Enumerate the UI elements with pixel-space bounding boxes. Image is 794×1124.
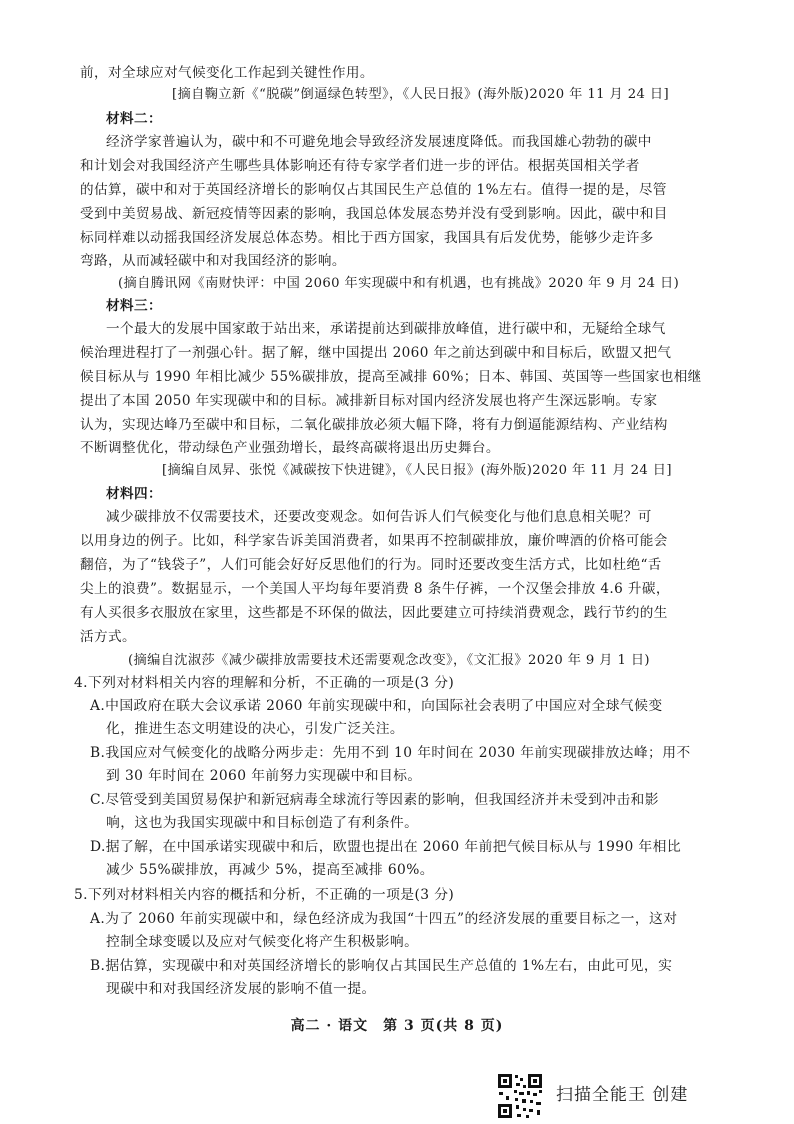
source-citation: (摘编自沈淑莎《减少碳排放需要技术还需要观念改变》，《文汇报》2020 年 9 月 1 日) [128,653,650,668]
text-line: 和计划会对我国经济产生哪些具体影响还有待专家学者们进一步的评估。根据英国相关学者 [80,158,640,174]
text-line: 前，对全球应对气候变化工作起到关键性作用。 [80,65,374,81]
option-4c-cont: 响，这也为我国实现碳中和目标创造了有利条件。 [106,815,419,831]
text-line: 候治理进程打了一剂强心针。据了解，继中国提出 2060 年之前达到碳中和目标后，欧盟又把气 [80,345,672,361]
option-4b-cont: 到 30 年时间在 2060 年前努力实现碳中和目标。 [106,768,422,784]
section-heading: 材料二： [106,111,162,127]
section-heading: 材料四： [106,486,162,502]
option-4b: B.我国应对气候变化的战略分两步走：先用不到 10 年时间在 2030 年前实现碳排放达峰；用不 [90,745,691,761]
text-line: 有人买很多衣服放在家里，这些都是不环保的做法，因此要建立可持续消费观念，践行节约的生 [80,605,668,621]
text-line: 经济学家普遍认为，碳中和不可避免地会导致经济发展速度降低。而我国雄心勃勃的碳中 [106,134,652,150]
option-4d-cont: 减少 55%碳排放，再减少 5%，提高至减排 60%。 [106,862,434,878]
option-4a-cont: 化，推进生态文明建设的决心，引发广泛关注。 [106,721,405,737]
source-citation: [摘编自凤昇、张悦《减碳按下快进键》，《人民日报》(海外版)2020 年 11 月 24 日] [162,463,672,478]
text-line: 候目标从与 1990 年相比减少 55%碳排放，提高至减排 60%；日本、韩国、英国等一些国家也相继 [80,369,702,385]
qr-code-icon [496,1072,544,1120]
question-5: 5.下列对材料相关内容的概括和分析，不正确的一项是(3 分) [74,887,455,903]
text-line: 翻倍，为了“钱袋子”，人们可能会好好反思他们的行为。同时还要改变生活方式，比如杜绝“舌 [80,557,662,573]
option-5b: B.据估算，实现碳中和对英国经济增长的影响仅占其国民生产总值的 1%左右，由此可见，实 [90,958,673,974]
option-5b-cont: 现碳中和对我国经济发展的影响不值一提。 [106,981,376,997]
page-footer: 高二 · 语文 第 3 页(共 8 页) [290,1018,504,1034]
option-4d: D.据了解，在中国承诺实现碳中和后，欧盟也提出在 2060 年前把气候目标从与 1990 年相比 [90,839,682,855]
text-line: 的估算，碳中和对于英国经济增长的影响仅占其国民生产总值的 1%左右。值得一提的是，尽管 [80,182,667,198]
source-citation: (摘自腾讯网《南财快评：中国 2060 年实现碳中和有机遇，也有挑战》2020 年 9 月 24 日) [118,276,680,291]
text-line: 提出了本国 2050 年实现碳中和的目标。减排新目标对国内经济发展也将产生深远影响。专家 [80,393,658,409]
option-4a: A.中国政府在联大会议承诺 2060 年前实现碳中和，向国际社会表明了中国应对全球气候变 [90,698,663,714]
option-4c: C.尽管受到美国贸易保护和新冠病毒全球流行等因素的影响，但我国经济并未受到冲击和影 [90,792,659,808]
question-4: 4.下列对材料相关内容的理解和分析，不正确的一项是(3 分) [74,675,455,691]
option-5a-cont: 控制全球变暖以及应对气候变化将产生积极影响。 [106,934,419,950]
option-5a: A.为了 2060 年前实现碳中和，绿色经济成为我国“十四五”的经济发展的重要目标之一，这对 [90,911,678,927]
source-citation: [摘自鞠立新《“脱碳”倒逼绿色转型》，《人民日报》(海外版)2020 年 11 月 24 日] [172,87,669,102]
text-line: 减少碳排放不仅需要技术，还要改变观念。如何告诉人们气候变化与他们息息相关呢？可 [106,509,652,525]
text-line: 标同样难以动摇我国经济发展总体态势。相比于西方国家，我国具有后发优势，能够少走许多 [80,230,654,246]
text-line: 受到中美贸易战、新冠疫情等因素的影响，我国总体发展态势并没有受到影响。因此，碳中和目 [80,206,668,222]
text-line: 以用身边的例子。比如，科学家告诉美国消费者，如果再不控制碳排放，廉价啤酒的价格可能会 [80,533,668,549]
text-line: 尖上的浪费”。数据显示，一个美国人平均每年要消费 8 条牛仔裤，一个汉堡会排放 4.6 升碳， [80,581,670,597]
text-line: 认为，实现达峰乃至碳中和目标，二氧化碳排放必须大幅下降，将有力倒逼能源结构、产业结构 [80,417,668,433]
text-line: 一个最大的发展中国家敢于站出来，承诺提前达到碳排放峰值，进行碳中和，无疑给全球气 [106,321,666,337]
section-heading: 材料三： [106,298,162,314]
text-line: 活方式。 [80,629,136,645]
text-line: 弯路，从而减轻碳中和对我国经济的影响。 [80,253,346,269]
text-line: 不断调整优化，带动绿色产业强劲增长，最终高碳将退出历史舞台。 [80,440,500,456]
scanner-watermark: 扫描全能王 创建 [556,1085,689,1105]
